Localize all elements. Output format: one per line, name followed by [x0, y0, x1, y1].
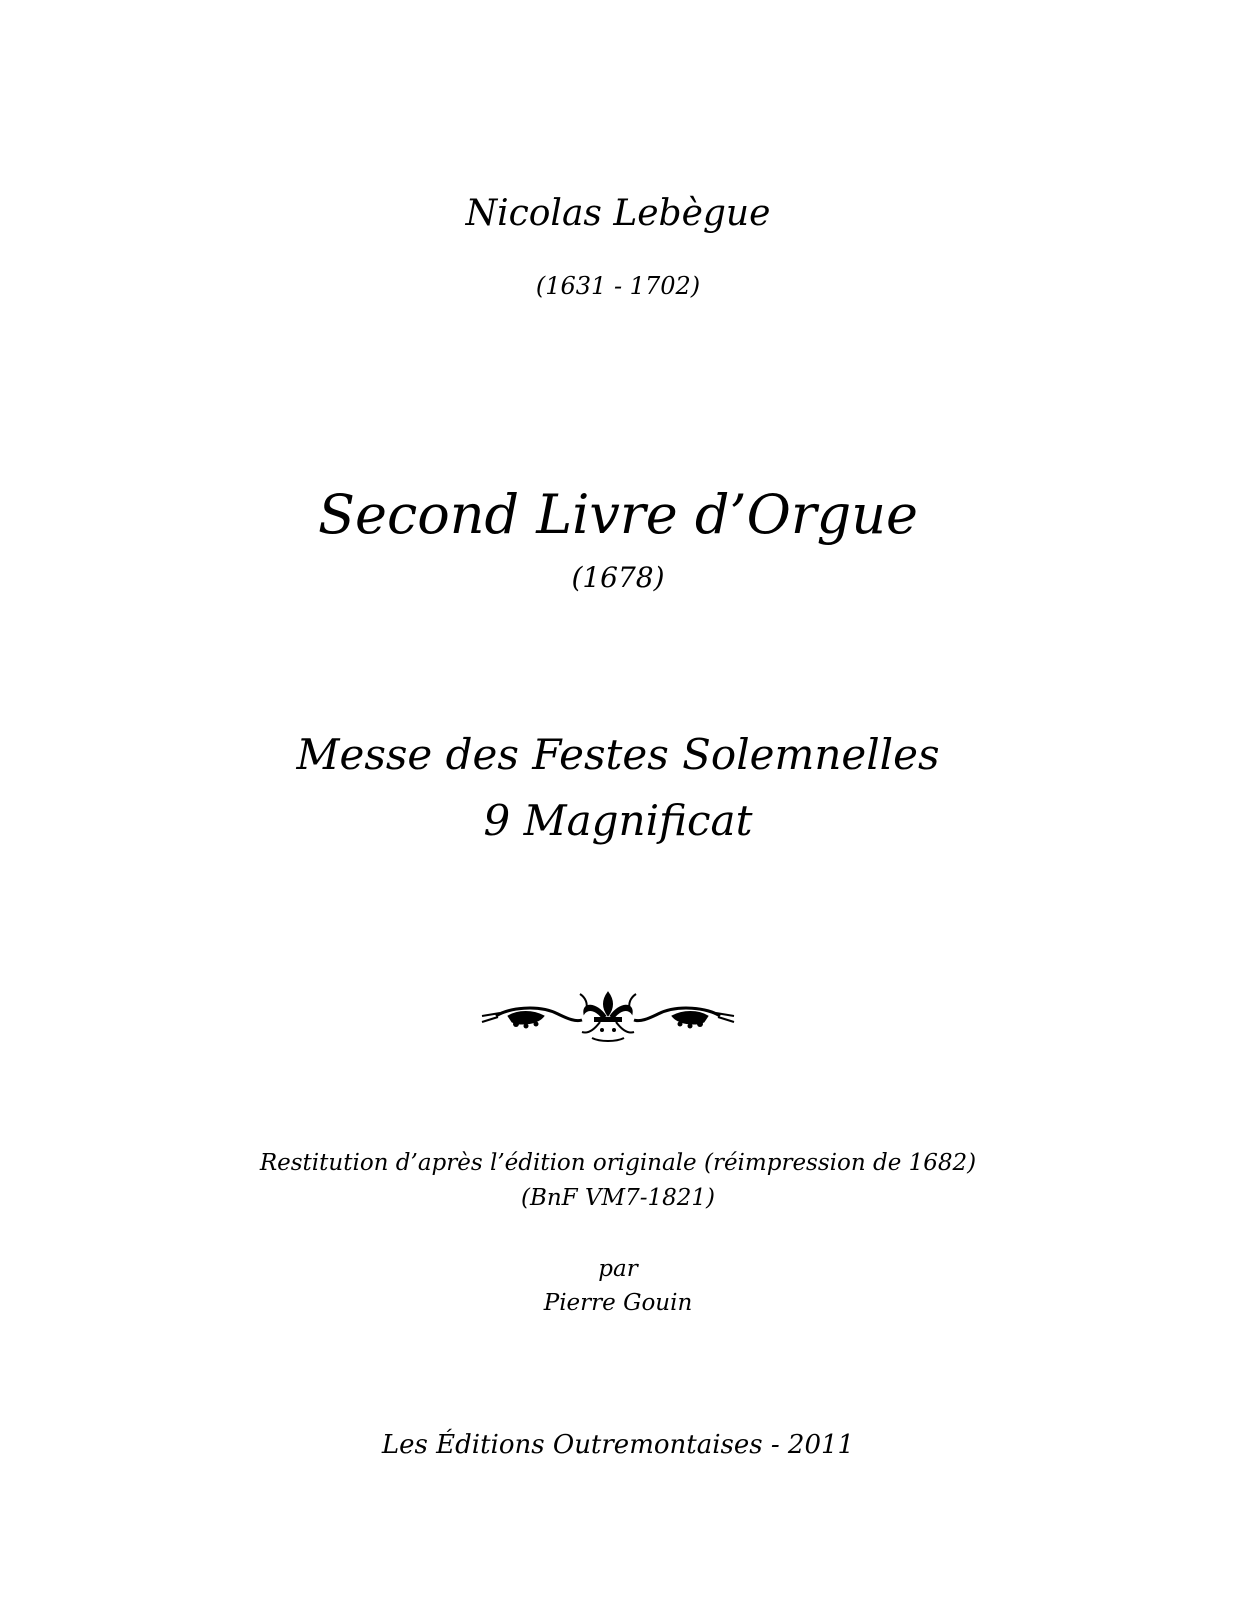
fleuron-ornament-icon — [478, 986, 738, 1044]
composer-dates: (1631 - 1702) — [535, 272, 701, 300]
work-year: (1678) — [571, 561, 665, 594]
publisher-line: Les Éditions Outremontaises - 2011 — [381, 1430, 855, 1460]
source-shelfmark: (BnF VM7-1821) — [520, 1185, 716, 1211]
contents-line-mass: Messe des Festes Solemnelles — [296, 730, 940, 779]
credit-by: par — [598, 1256, 638, 1282]
editor-name: Pierre Gouin — [543, 1290, 693, 1316]
source-note: Restitution d’après l’édition originale (réimpression de 1682) — [259, 1150, 977, 1176]
composer-name: Nicolas Lebègue — [465, 193, 771, 234]
work-title: Second Livre d’Orgue — [318, 483, 918, 546]
contents-line-magnificat: 9 Magnificat — [483, 796, 753, 845]
